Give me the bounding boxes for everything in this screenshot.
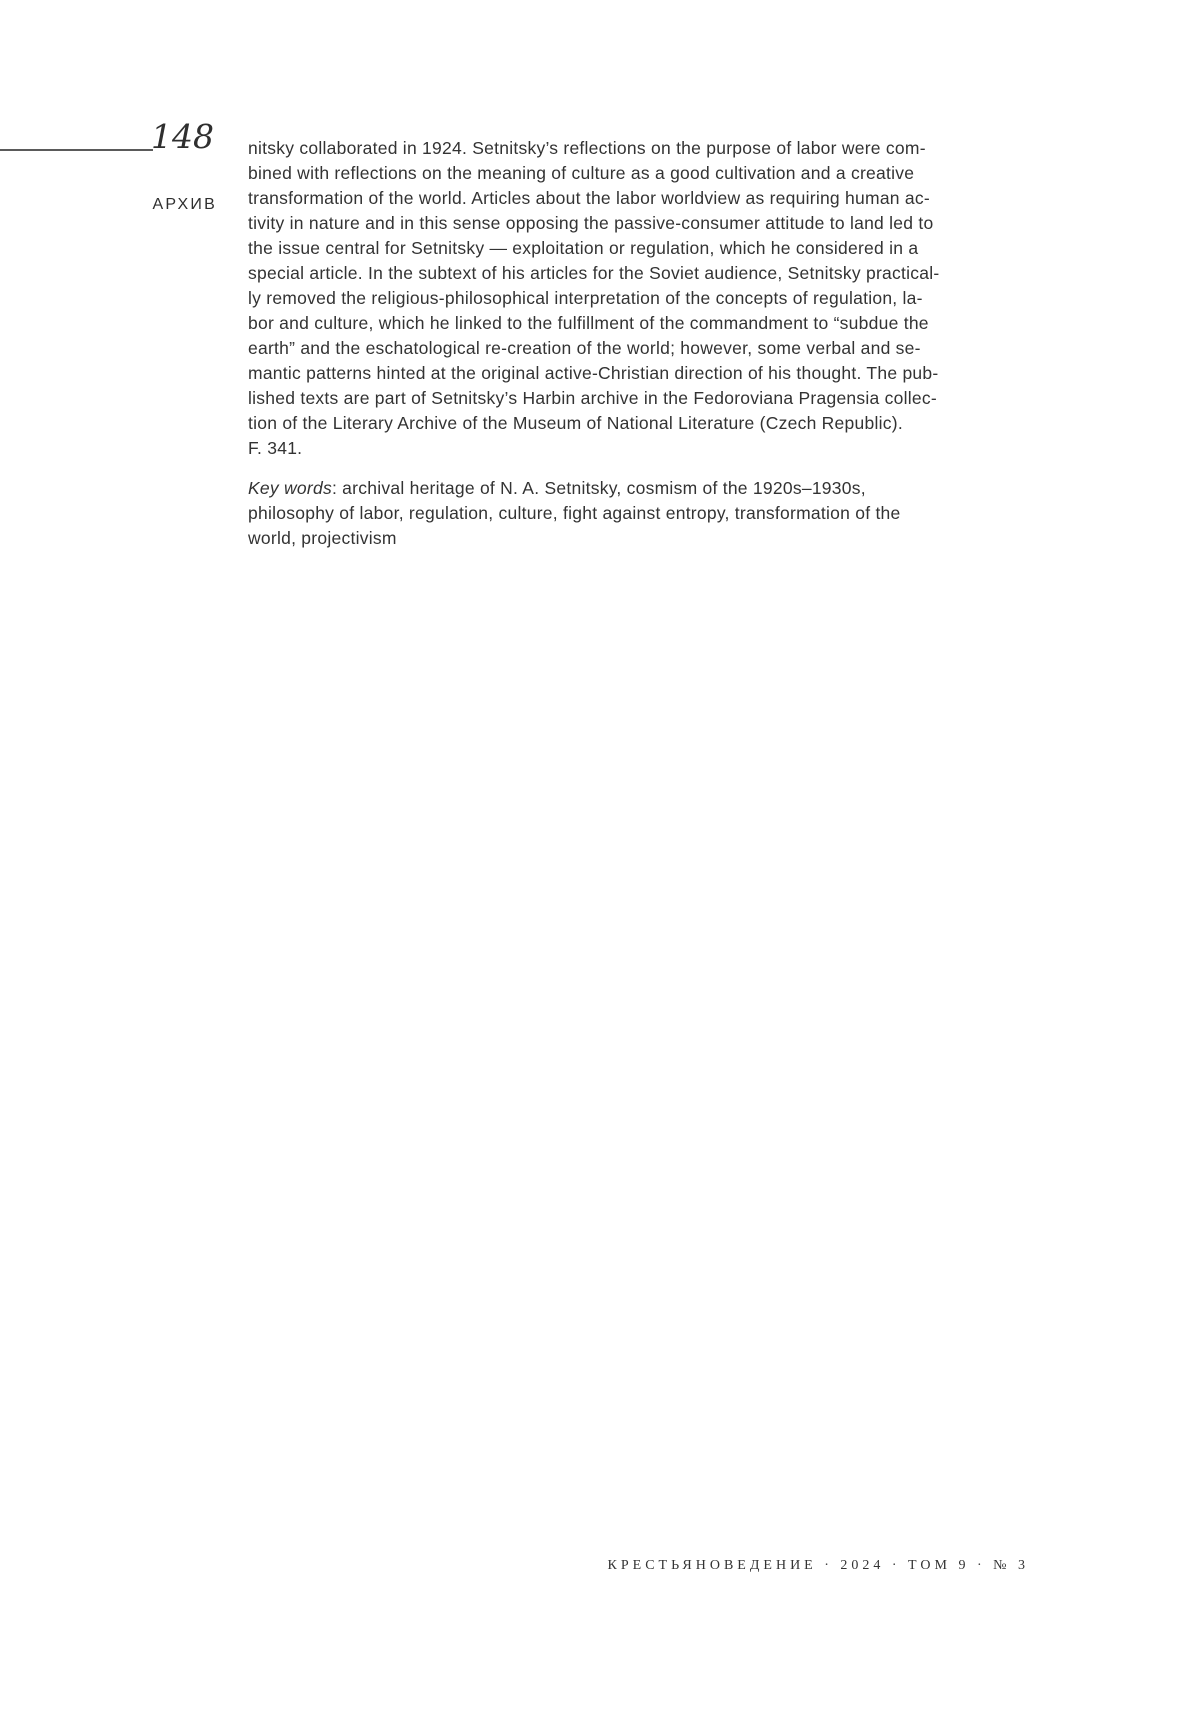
abstract-text [248,136,1048,461]
abstract-line: bined with reflections on the meaning of culture as a good cultivation and a creative [248,163,915,183]
keywords-text: : archival heritage of N. A. Setnitsky, cosmism of the 1920s–1930s, [331,478,866,498]
keywords-line: philosophy of labor, regulation, culture, fight against entropy, transformation of the [248,503,901,523]
journal-footer: КРЕСТЬЯНОВЕДЕНИЕ · 2024 · ТОМ 9 · № 3 [607,1558,1029,1573]
keywords-label: Key words [248,478,332,498]
section-label: АРХИВ [152,196,217,213]
abstract-line: special article. In the subtext of his articles for the Soviet audience, Setnitsky practical- [248,263,940,283]
abstract-line: mantic patterns hinted at the original active-Christian direction of his thought. The pub- [248,363,939,383]
keywords-line [248,476,1048,501]
abstract-line: tivity in nature and in this sense opposing the passive-consumer attitude to land led to [248,213,934,233]
abstract-line: the issue central for Setnitsky — exploitation or regulation, which he considered in a [248,238,919,258]
keywords-line: world, projectivism [248,528,397,548]
abstract-line: tion of the Literary Archive of the Museum of National Literature (Czech Republic). [248,413,903,433]
abstract-line: bor and culture, which he linked to the fulfillment of the commandment to “subdue the [248,313,929,333]
abstract-line: nitsky collaborated in 1924. Setnitsky’s reflections on the purpose of labor were com- [248,138,926,158]
abstract-line: transformation of the world. Articles about the labor worldview as requiring human ac- [248,188,930,208]
abstract-line: earth” and the eschatological re-creation of the world; however, some verbal and se- [248,338,921,358]
abstract-line: ly removed the religious-philosophical interpretation of the concepts of regulation, la- [248,288,923,308]
keywords-block [248,476,1048,551]
abstract-line: F. 341. [248,438,303,458]
page-number: 148 [151,117,214,156]
abstract-line: lished texts are part of Setnitsky’s Harbin archive in the Fedoroviana Pragensia collec- [248,388,937,408]
